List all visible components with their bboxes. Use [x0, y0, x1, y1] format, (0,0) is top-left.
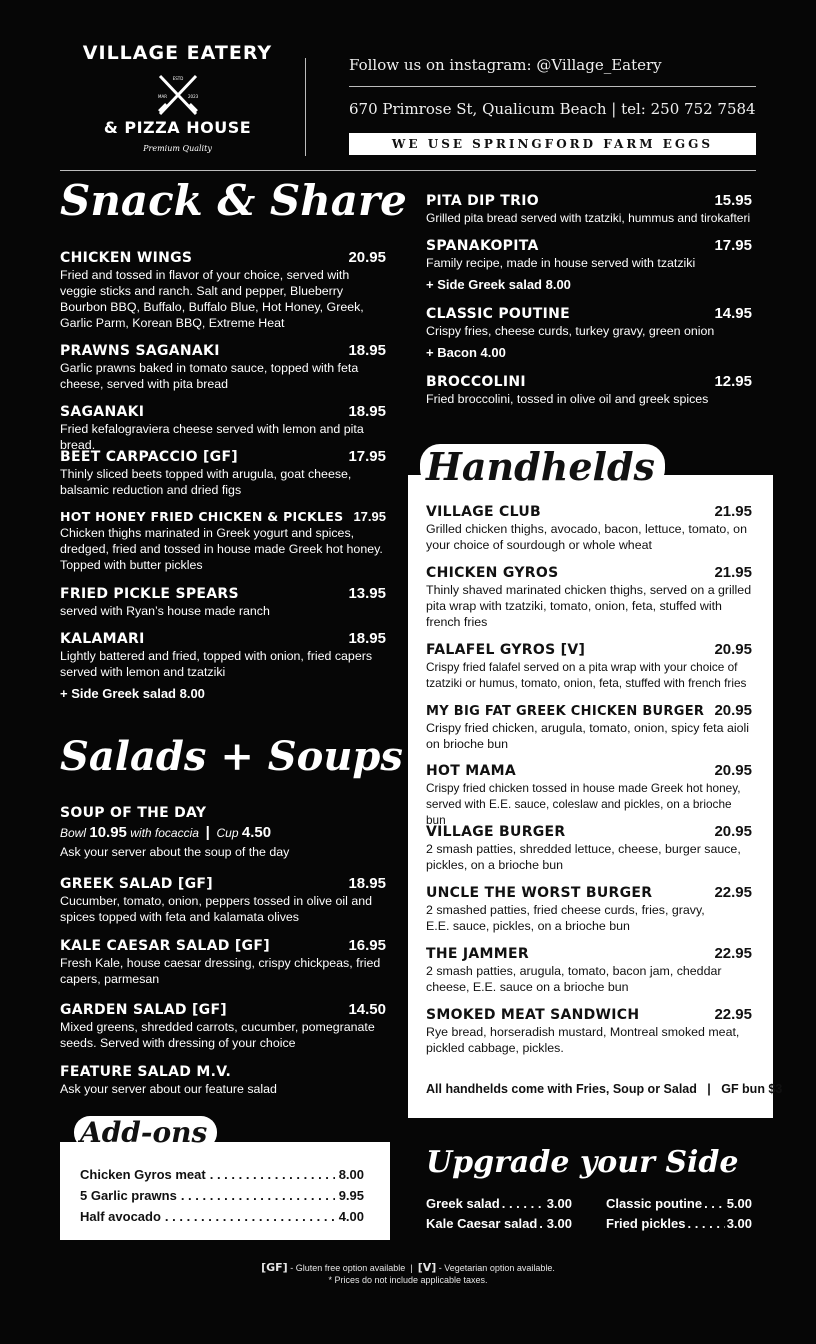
addon-row	[80, 1188, 364, 1203]
item-name: SMOKED MEAT SANDWICH	[426, 1007, 640, 1023]
side-name: Greek salad	[426, 1196, 500, 1211]
soup-separator: |	[205, 824, 210, 841]
side-price: 3.00	[546, 1216, 572, 1231]
logo-year: 2023	[188, 94, 199, 99]
addon-name: Chicken Gyros meat	[80, 1167, 206, 1182]
item-desc: Crispy fried falafel served on a pita wrap with your choice of tzatziki or humus, tomato, onion, feta, stuffed with french fries	[426, 660, 747, 690]
item-price: 17.95	[714, 237, 752, 254]
item-name: FALAFEL GYROS [V]	[426, 642, 586, 658]
menu-item	[426, 823, 752, 873]
gf-tag: [GF]	[261, 1261, 288, 1274]
focaccia-label: with focaccia	[130, 826, 199, 840]
side-row	[606, 1216, 752, 1231]
item-desc: Chicken thighs marinated in Greek yogurt and spices, dredged, fried and tossed in house made Greek hot honey. Topped with butter pickles	[60, 526, 383, 572]
menu-item	[60, 342, 386, 392]
logo-title: VILLAGE EATERY	[82, 42, 273, 64]
item-desc: Family recipe, made in house served with tzatziki	[426, 256, 696, 270]
gf-text: - Gluten free option available	[290, 1263, 406, 1273]
item-extra: + Side Greek salad 8.00	[60, 686, 205, 701]
item-desc: Ask your server about the soup of the day	[60, 845, 290, 859]
header-divider	[305, 58, 306, 156]
instagram-text: Follow us on instagram: @Village_Eatery	[349, 56, 662, 74]
menu-item	[60, 875, 386, 925]
side-row	[426, 1196, 572, 1211]
handhelds-note: All handhelds come with Fries, Soup or Salad | GF bun $3	[426, 1082, 783, 1096]
item-name: CHICKEN GYROS	[426, 565, 559, 581]
menu-item	[60, 630, 386, 701]
item-name: SPANAKOPITA	[426, 238, 539, 254]
logo-mar: MAR	[158, 94, 167, 99]
section-title-upgrade: Upgrade your Side	[426, 1145, 739, 1180]
item-price: 20.95	[348, 249, 386, 266]
menu-item	[60, 585, 386, 619]
menu-item	[60, 249, 386, 331]
eggs-banner: WE USE SPRINGFORD FARM EGGS	[349, 133, 756, 155]
item-price: 12.95	[714, 373, 752, 390]
item-name: GARDEN SALAD [GF]	[60, 1002, 228, 1018]
item-desc: Fresh Kale, house caesar dressing, crispy chickpeas, fried capers, parmesan	[60, 956, 381, 986]
item-price: 20.95	[714, 762, 752, 779]
item-name: MY BIG FAT GREEK CHICKEN BURGER	[426, 704, 705, 719]
menu-item	[426, 702, 752, 752]
item-desc: Grilled chicken thighs, avocado, bacon, lettuce, tomato, on your choice of sourdough or whole wheat	[426, 522, 747, 552]
item-desc: Thinly shaved marinated chicken thighs, served on a grilled pita wrap with tzatziki, tomato, onion, feta, stuffed with french fries	[426, 583, 752, 629]
item-price: 20.95	[714, 702, 752, 719]
menu-item	[426, 192, 752, 226]
side-name: Classic poutine	[606, 1196, 703, 1211]
item-price: 18.95	[348, 342, 386, 359]
addon-name: Half avocado	[80, 1209, 161, 1224]
addon-name: 5 Garlic prawns	[80, 1188, 177, 1203]
side-price: 3.00	[546, 1196, 572, 1211]
menu-item	[60, 1001, 386, 1051]
item-desc: 2 smash patties, arugula, tomato, bacon jam, cheddar cheese, E.E. sauce on a brioche bun	[426, 964, 722, 994]
section-title-handhelds: Handhelds	[420, 444, 665, 489]
header-rule	[349, 86, 756, 87]
section-title-addons: Add-ons	[74, 1116, 217, 1149]
soup-pricing	[60, 824, 386, 841]
item-name: THE JAMMER	[426, 946, 529, 962]
item-desc: Thinly sliced beets topped with arugula, goat cheese, balsamic reduction and dried figs	[60, 467, 352, 497]
item-price: 22.95	[714, 884, 752, 901]
item-desc: Grilled pita bread served with tzatziki, hummus and tirokafteri	[426, 211, 751, 225]
item-desc: Fried and tossed in flavor of your choice, served with veggie sticks and ranch. Salt and pepper, Blueberry Bourbon BBQ, Buffalo, Buffalo Blue, Hot Honey, Greek, Garlic Parm, Korean BBQ, Extreme Heat	[60, 268, 364, 330]
item-price: 16.95	[348, 937, 386, 954]
item-desc: Mixed greens, shredded carrots, cucumber, pomegranate seeds. Served with dressing of your choice	[60, 1020, 375, 1050]
item-name: UNCLE THE WORST BURGER	[426, 885, 653, 901]
item-name: BEET CARPACCIO [GF]	[60, 449, 239, 465]
logo	[70, 40, 285, 162]
item-desc: 2 smashed patties, fried cheese curds, fries, gravy, E.E. sauce, pickles, on a brioche bun	[426, 903, 705, 933]
item-desc: 2 smash patties, shredded lettuce, cheese, burger sauce, pickles, on a brioche bun	[426, 842, 741, 872]
section-title-snack-share: Snack & Share	[60, 176, 407, 225]
side-name: Kale Caesar salad	[426, 1216, 538, 1231]
menu-item	[426, 503, 752, 553]
bowl-price: 10.95	[89, 824, 127, 841]
menu-item	[426, 945, 752, 995]
menu-item	[426, 641, 752, 691]
item-name: FEATURE SALAD M.V.	[60, 1064, 232, 1080]
item-price: 14.50	[348, 1001, 386, 1018]
menu-item	[426, 237, 752, 292]
item-name: KALE CAESAR SALAD [GF]	[60, 938, 270, 954]
item-desc: Crispy fries, cheese curds, turkey gravy, green onion	[426, 324, 715, 338]
menu-item	[60, 448, 386, 498]
item-desc: Cucumber, tomato, onion, peppers tossed in olive oil and spices topped with feta and kalamata olives	[60, 894, 373, 924]
item-extra: + Bacon 4.00	[426, 345, 506, 360]
footer-separator: |	[410, 1263, 413, 1273]
item-desc: Fried broccolini, tossed in olive oil and greek spices	[426, 392, 709, 406]
item-price: 21.95	[714, 503, 752, 520]
side-name: Fried pickles	[606, 1216, 686, 1231]
v-text: - Vegetarian option available.	[438, 1263, 555, 1273]
item-desc: Rye bread, horseradish mustard, Montreal smoked meat, pickled cabbage, pickles.	[426, 1025, 740, 1055]
item-name: PRAWNS SAGANAKI	[60, 343, 220, 359]
menu-item	[426, 305, 752, 360]
footer-taxes: * Prices do not include applicable taxes.	[328, 1275, 488, 1285]
addon-price: 4.00	[338, 1209, 364, 1224]
addon-price: 9.95	[338, 1188, 364, 1203]
cup-label: Cup	[216, 826, 239, 840]
soup-of-the-day	[60, 805, 386, 860]
item-name: HOT HONEY FRIED CHICKEN & PICKLES	[60, 509, 344, 524]
menu-item	[60, 1064, 386, 1097]
v-tag: [V]	[417, 1261, 437, 1274]
item-name: CLASSIC POUTINE	[426, 306, 570, 322]
address-text: 670 Primrose St, Qualicum Beach | tel: 250 752 7584	[349, 100, 756, 118]
cup-price: 4.50	[241, 824, 272, 841]
crossed-knives-icon	[152, 70, 204, 120]
item-desc: Garlic prawns baked in tomato sauce, topped with feta cheese, served with pita bread	[60, 361, 359, 391]
item-price: 15.95	[714, 192, 752, 209]
item-price: 17.95	[353, 509, 386, 524]
logo-tagline: Premium Quality	[143, 144, 212, 153]
item-desc: Fried kefalograviera cheese served with lemon and pita bread.	[60, 422, 364, 452]
item-name: CHICKEN WINGS	[60, 250, 193, 266]
item-name: SAGANAKI	[60, 404, 145, 420]
menu-item	[60, 509, 386, 573]
item-price: 14.95	[714, 305, 752, 322]
item-desc: Ask your server about our feature salad	[60, 1082, 277, 1096]
item-name: GREEK SALAD [GF]	[60, 876, 213, 892]
item-price: 20.95	[714, 823, 752, 840]
top-divider	[60, 170, 756, 171]
logo-estd: ESTD	[172, 76, 184, 81]
item-name: VILLAGE CLUB	[426, 504, 541, 520]
side-row	[606, 1196, 752, 1211]
side-price: 3.00	[726, 1216, 752, 1231]
item-name: KALAMARI	[60, 631, 145, 647]
addon-row	[80, 1209, 364, 1224]
menu-item	[426, 884, 752, 934]
item-desc: Crispy fried chicken, arugula, tomato, onion, spicy feta aioli on brioche bun	[426, 721, 750, 751]
bowl-label: Bowl	[60, 826, 87, 840]
footer-legend	[0, 1261, 816, 1274]
item-price: 18.95	[348, 630, 386, 647]
item-name: HOT MAMA	[426, 763, 516, 779]
item-extra: + Side Greek salad 8.00	[426, 277, 571, 292]
logo-subtitle: & PIZZA HOUSE	[103, 118, 252, 137]
menu-item	[60, 403, 386, 453]
item-price: 21.95	[714, 564, 752, 581]
menu-item	[426, 373, 752, 407]
item-name: BROCCOLINI	[426, 374, 526, 390]
side-price: 5.00	[726, 1196, 752, 1211]
item-price: 17.95	[348, 448, 386, 465]
item-price: 22.95	[714, 1006, 752, 1023]
side-row	[426, 1216, 572, 1231]
item-desc: served with Ryan’s house made ranch	[60, 604, 270, 618]
menu-item	[426, 564, 752, 630]
item-name: VILLAGE BURGER	[426, 824, 566, 840]
item-desc: Crispy fried chicken tossed in house made Greek hot honey, served with E.E. sauce, coleslaw and pickles, on a brioche bun	[426, 781, 741, 827]
item-price: 20.95	[714, 641, 752, 658]
addon-row	[80, 1167, 364, 1182]
item-name: FRIED PICKLE SPEARS	[60, 586, 239, 602]
item-price: 13.95	[348, 585, 386, 602]
item-price: 18.95	[348, 875, 386, 892]
item-price: 22.95	[714, 945, 752, 962]
item-desc: Lightly battered and fried, topped with onion, fried capers served with lemon and tzatziki	[60, 649, 373, 679]
item-price: 18.95	[348, 403, 386, 420]
addon-price: 8.00	[338, 1167, 364, 1182]
item-name: SOUP OF THE DAY	[60, 805, 207, 821]
item-name: PITA DIP TRIO	[426, 193, 539, 209]
section-title-salads-soups: Salads + Soups	[60, 733, 403, 780]
menu-item	[60, 937, 386, 987]
menu-item	[426, 1006, 752, 1056]
menu-item	[426, 762, 752, 828]
